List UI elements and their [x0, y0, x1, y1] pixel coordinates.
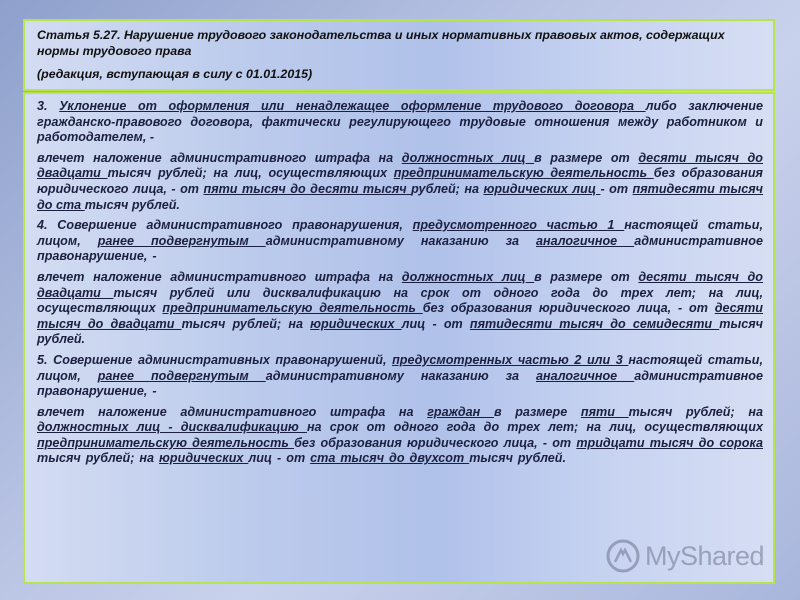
paragraph-part-5-penalty: влечет наложение административного штрафа на граждан в размере пяти тысяч рублей; на должностных лиц - дисквалификацию на срок от одного года до трех лет; на лиц, осуществляющих предпринимательскую деятельность без образования юридического лица, - от тридцати тысяч до сорока тысяч рублей; на юридических лиц - от ста тысяч до двухсот тысяч рублей.	[37, 404, 764, 466]
article-header	[23, 19, 775, 91]
paragraph-part-4-penalty: влечет наложение административного штрафа на должностных лиц в размере от десяти тысяч до двадцати тысяч рублей или дисквалификацию на срок от одного года до трех лет; на лиц, осуществляющих предпринимательскую деятельность без образования юридического лица, - от десяти тысяч до двадцати тысяч рублей; на юридических лиц - от пятидесяти тысяч до семидесяти тысяч рублей.	[37, 269, 763, 347]
article-title: Статья 5.27. Нарушение трудового законодательства и иных нормативных правовых актов, содержащих нормы трудового права	[37, 28, 725, 58]
myshared-logo-icon	[604, 538, 642, 574]
paragraph-part-3-penalty: влечет наложение административного штрафа на должностных лиц в размере от десяти тысяч до двадцати тысяч рублей; на лиц, осуществляющих предпринимательскую деятельность без образования юридического лица, - от пяти тысяч до десяти тысяч рублей; на юридических лиц - от пятидесяти тысяч до ста тысяч рублей.	[37, 150, 764, 212]
paragraph-part-4: 4. Совершение административного правонарушения, предусмотренного частью 1 настоящей статьи, лицом, ранее подвергнутым административному наказанию за аналогичное административное правонарушение, -	[37, 218, 763, 264]
article-edition: (редакция, вступающая в силу с 01.01.2015)	[37, 67, 313, 81]
article-body	[23, 92, 775, 584]
myshared-watermark	[604, 536, 774, 576]
watermark-text: MyShared	[645, 540, 765, 571]
paragraph-part-5: 5. Совершение административных правонарушений, предусмотренных частью 2 или 3 настоящей статьи, лицом, ранее подвергнутым административному наказанию за аналогичное административное правонарушение, -	[37, 352, 763, 399]
paragraph-part-3: 3. Уклонение от оформления или ненадлежащее оформление трудового договора либо заключение гражданско-правового договора, фактически регулирующего трудовые отношения между работником и работодателем, -	[37, 99, 764, 145]
